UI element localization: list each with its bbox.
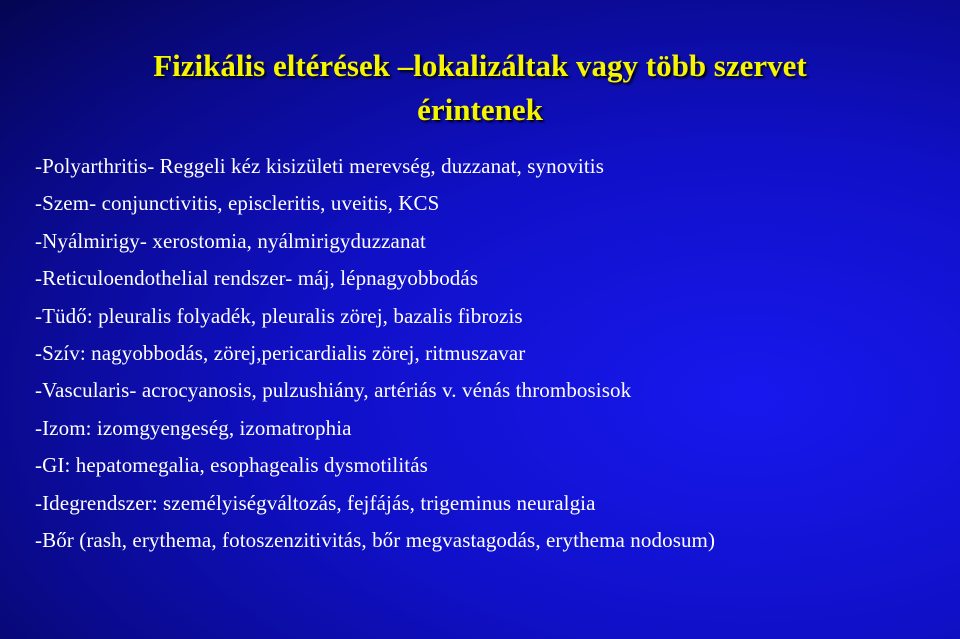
list-item-polyarthritis: -Polyarthritis- Reggeli kéz kisizületi merevség, duzzanat, synovitis [35,154,604,178]
list-item-gi: -GI: hepatomegalia, esophagealis dysmotilitás [35,453,428,478]
list-item-bor: -Bőr (rash, erythema, fotoszenzitivitás, bőr megvastagodás, erythema nodosum) [35,527,716,552]
findings-list [35,148,715,559]
list-item-idegrendszer: -Idegrendszer: személyiségváltozás, fejfájás, trigeminus neuralgia [35,490,596,515]
list-item-izom: -Izom: izomgyengeség, izomatrophia [35,415,352,440]
slide-title [40,44,920,132]
list-item-vascularis: -Vascularis- acrocyanosis, pulzushiány, artériás v. vénás thrombosisok [35,378,632,403]
slide-title-line-2: érintenek [417,92,543,127]
slide-title-line-1: Fizikális eltérések –lokalizáltak vagy több szervet [153,48,807,83]
list-item-reticuloendothelial: -Reticuloendothelial rendszer- máj, lépnagyobbodás [35,266,479,291]
list-item-szem: -Szem- conjunctivitis, episcleritis, uveitis, KCS [35,191,440,216]
list-item-nyalmirigy: -Nyálmirigy- xerostomia, nyálmirigyduzzanat [35,228,426,253]
list-item-sziv: -Szív: nagyobbodás, zörej,pericardialis zörej, ritmuszavar [35,340,526,365]
list-item-tudo: -Tüdő: pleuralis folyadék, pleuralis zörej, bazalis fibrozis [35,303,523,328]
